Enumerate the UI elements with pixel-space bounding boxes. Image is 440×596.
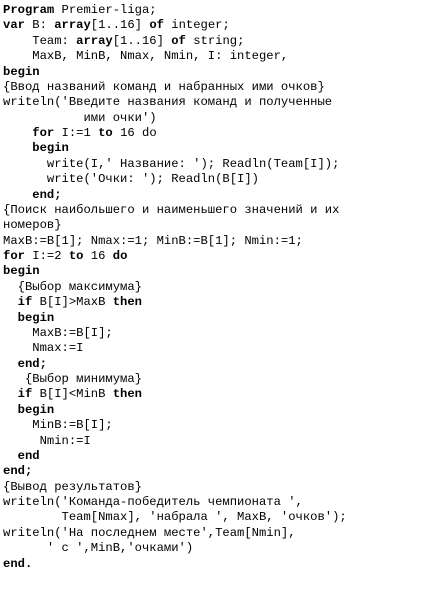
code-line [3, 341, 437, 356]
code-line [3, 203, 437, 218]
code-line [3, 357, 437, 372]
code-text: writeln('На последнем месте',Team[Nmin], [3, 525, 296, 540]
code-line [3, 18, 437, 33]
code-text: [1..16] [112, 33, 172, 48]
code-text: ' с ',MinB,'очками') [3, 541, 194, 556]
code-line [3, 280, 437, 295]
code-text [3, 311, 18, 325]
code-text: [1..16] [90, 18, 150, 33]
code-text: 16 do [112, 126, 157, 140]
code-text: Premier-liga; [54, 3, 157, 17]
code-keyword: end. [3, 556, 33, 571]
code-keyword: to [98, 126, 113, 140]
code-keyword: Program [3, 3, 55, 17]
code-line [3, 541, 437, 556]
code-line [3, 157, 437, 172]
code-keyword: end; [32, 187, 62, 202]
code-keyword: begin [32, 141, 69, 156]
code-text [3, 449, 18, 463]
code-line [3, 95, 437, 110]
code-text: MaxB, MinB, Nmax, Nmin, I: integer, [3, 49, 289, 64]
code-text [3, 387, 18, 401]
code-text [3, 357, 18, 371]
code-text: I:=2 [24, 249, 69, 263]
code-keyword: end; [17, 356, 47, 371]
code-text [3, 188, 32, 202]
code-line [3, 188, 437, 203]
code-keyword: if [17, 387, 33, 402]
code-keyword: if [17, 295, 33, 310]
code-line [3, 464, 437, 479]
code-line [3, 557, 437, 572]
code-line [3, 434, 437, 449]
code-keyword: for [3, 249, 25, 263]
code-line [3, 387, 437, 402]
pascal-code-listing [3, 3, 437, 572]
code-text: номеров} [3, 218, 62, 233]
code-line [3, 111, 437, 126]
code-keyword: for [32, 126, 55, 140]
code-keyword: end; [3, 464, 33, 479]
code-text: {Выбор минимума} [3, 372, 142, 386]
code-keyword: do [112, 249, 128, 263]
code-text: {Поиск наибольшего и наименьшего значений и их [3, 202, 340, 217]
code-text [3, 403, 18, 417]
code-line [3, 49, 437, 64]
code-text: integer; [163, 18, 230, 33]
code-keyword: array [76, 33, 113, 48]
code-line [3, 3, 437, 18]
code-line [3, 65, 437, 80]
code-line [3, 449, 437, 464]
code-keyword: begin [17, 402, 55, 417]
code-text: Team[Nmax], 'набрала ', MaxB, 'очков'); [3, 510, 347, 525]
code-line [3, 249, 437, 264]
code-text: Nmax:=I [3, 341, 84, 356]
code-text: writeln('Команда-победитель чемпионата ', [3, 495, 303, 509]
code-text [3, 141, 32, 155]
code-keyword: begin [3, 264, 40, 279]
code-text: writeln('Введите названия команд и полученные [3, 95, 333, 110]
code-line [3, 372, 437, 387]
code-text [3, 295, 18, 309]
code-line [3, 295, 437, 310]
code-text: MaxB:=B[I]; [3, 325, 113, 340]
code-text: {Ввод названий команд и набранных ими очков} [3, 79, 325, 94]
code-line [3, 264, 437, 279]
code-text: write('Очки: '); Readln(B[I]) [3, 172, 259, 187]
code-text: B: [24, 18, 55, 33]
code-line [3, 80, 437, 95]
code-keyword: then [112, 387, 142, 402]
code-text [3, 126, 32, 140]
code-text: B[I]<MinB [32, 387, 113, 402]
code-keyword: of [171, 33, 186, 48]
code-line [3, 510, 437, 525]
code-text: {Вывод результатов} [3, 479, 142, 494]
code-text: string; [185, 33, 245, 48]
code-keyword: end [17, 448, 40, 463]
code-line [3, 172, 437, 187]
code-keyword: begin [17, 310, 55, 325]
code-text: ими очки') [3, 110, 157, 125]
code-line [3, 418, 437, 433]
code-keyword: of [149, 18, 164, 33]
code-text: MinB:=B[I]; [3, 418, 113, 433]
code-line [3, 141, 437, 156]
code-line [3, 326, 437, 341]
code-keyword: then [112, 295, 142, 310]
code-keyword: to [68, 249, 84, 263]
code-text: 16 [83, 249, 113, 263]
code-text: Team: [3, 33, 77, 48]
code-text: write(I,' Название: '); Readln(Team[I]); [3, 156, 340, 171]
code-line [3, 403, 437, 418]
code-text: B[I]>MaxB [32, 295, 113, 310]
code-text: Nmin:=I [3, 433, 91, 448]
code-line [3, 311, 437, 326]
code-line [3, 126, 437, 141]
code-keyword: var [3, 18, 25, 33]
code-line [3, 218, 437, 233]
code-text: MaxB:=B[1]; Nmax:=1; MinB:=B[1]; Nmin:=1; [3, 233, 303, 248]
code-text: I:=1 [54, 126, 99, 140]
code-line [3, 480, 437, 495]
code-line [3, 234, 437, 249]
code-line [3, 526, 437, 541]
code-line [3, 34, 437, 49]
code-line [3, 495, 437, 510]
code-text: {Выбор максимума} [3, 279, 142, 294]
code-keyword: begin [3, 64, 40, 79]
code-keyword: array [54, 18, 91, 33]
